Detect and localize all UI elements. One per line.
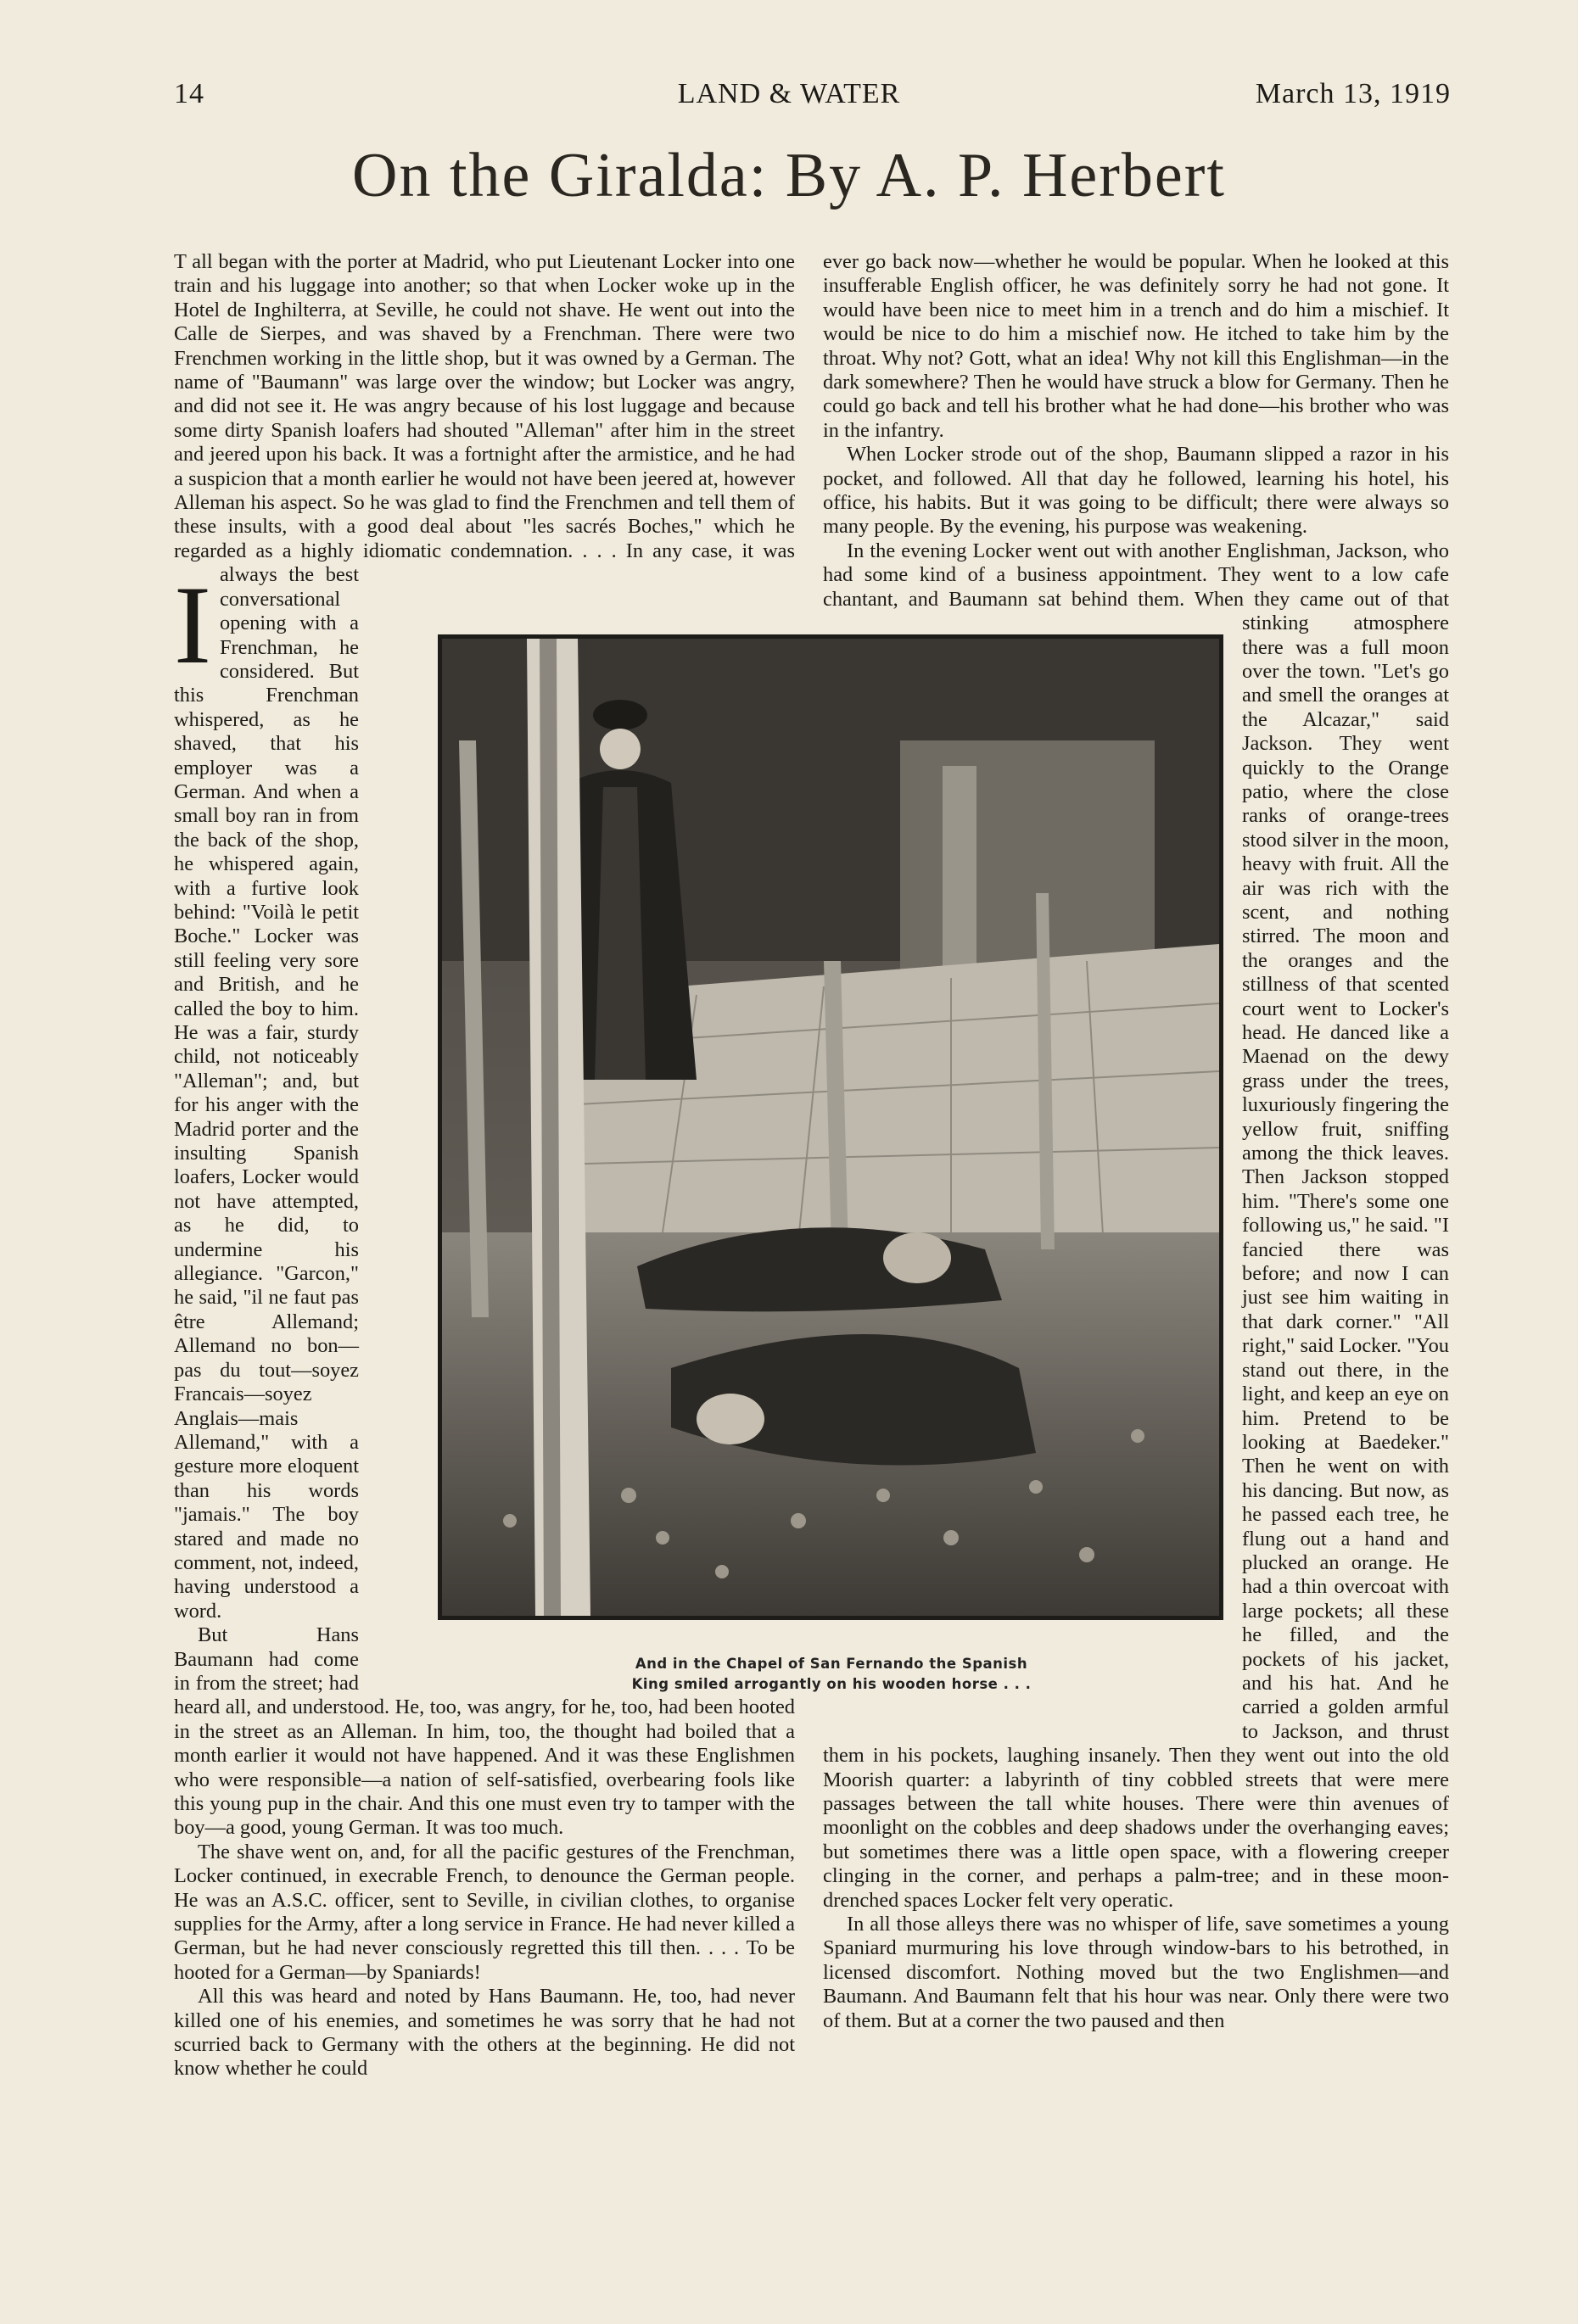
paragraph: All this was heard and noted by Hans Baumann. He, too, had never killed one of his enemies, and sometimes he was sorry that he had not scurried back to Germany with the others at the beginning. He did not know whether he could <box>174 1985 795 2081</box>
paragraph: ever go back now—whether he would be popular. When he looked at this insufferable English officer, he was definitely sorry he had not gone. It would have been nice to meet him in a trench and do him a mischief. It would be nice to do him a mischief now. He itched to take him by the throat. Why not? Gott, what an idea! Why not kill this Englishman—in the dark somewhere? Then he would have struck a blow for Germany. Then he could go back and tell his brother what he had done—his brother who was in the infantry. <box>823 250 1449 442</box>
article-title: On the Giralda: By A. P. Herbert <box>352 141 1226 210</box>
illustration-caption: And in the Chapel of San Fernando the Spanish King smiled arrogantly on his wooden horse . . . <box>631 1656 1032 1692</box>
paragraph: I T all began with the porter at Madrid, who put Lieutenant Locker into one train and his luggage into another; so that when Locker woke up in the Hotel de Inghilterra, at Seville, he could not shave. He went out into the Calle de Sierpes, and was shaved by a Frenchman. There were two Frenchmen working in the little shop, but it was owned by a German. The name of "Baumann" was large over the window; but Locker was angry, and did not see it. He was angry because of his lost luggage and because some dirty Spanish loafers had shouted "Alleman" after him in the street and jeered upon his back. It was a fortnight after the armistice, and he had a suspicion that a month earlier he would not have been jeered at, however Alleman his aspect. So he was glad to find the Frenchmen and tell them of these insults, with a good deal about "les sacrés Boches," which he regarded as a highly idiomatic condemnation. . . . In any case, it was always the best conversational opening with a Frenchman, he considered. But this Frenchman whispered, as he shaved, that his employer was a German. And when a small boy ran in from the back of the shop, he whispered again, with a furtive look behind: "Voilà le petit Boche." Locker was still feeling very sore and British, and he called the boy to him. He was a fair, sturdy child, not noticeably "Alleman"; and, but for his anger with the Madrid porter and the insulting Spanish loafers, Locker would not have attempted, as he did, to undermine his allegiance. "Garcon," he said, "il ne faut pas être Allemand; Allemand no bon—pas du tout—soyez Francais—soyez Anglais—mais Allemand," with a gesture more eloquent than his words "jamais." The boy stared and made no comment, not, indeed, having understood a word. <box>174 250 795 1623</box>
paragraph: But Hans Baumann had come in from the street; had heard all, and understood. He, too, was angry, for he, too, had been hooted in the street as an Alleman. In him, too, the thought had boiled that a month earlier it would not have happened. And it was these Englishmen who were responsible—a nation of self-satisfied, overbearing fools like this young pup in the chair. And this one must even try to tamper with the boy—a good, young German. It was too much. <box>174 1623 795 1840</box>
paragraph: In the evening Locker went out with another Englishman, Jackson, who had some kind of a business appointment. They went to a low cafe chantant, and Baumann sat behind them. When they came out of that stinking atmosphere there was a full moon over the town. "Let's go and smell the oranges at the Alcazar," said Jackson. They went quickly to the Orange patio, where the close ranks of orange-trees stood silver in the moon, heavy with fruit. All the air was rich with the scent, and nothing stirred. The moon and the oranges and the stillness of that scented court went to Locker's head. He danced like a Maenad on the dewy grass under the trees, luxuriously fingering the yellow fruit, sniffing among the thick leaves. Then Jackson stopped him. "There's some one following us," he said. "I fancied there was before; and now I can just see him waiting in that dark corner." "All right," said Locker. "You stand out there, in the light, and keep an eye on him. Pretend to be looking at Baedeker." Then he went on with his dancing. But now, as he passed each tree, he flung out a hand and plucked an orange. He had a thin overcoat with large pockets; all these he filled, and the pockets of his jacket, and his hat. And he carried a golden armful to Jackson, and thrust them in his pockets, laughing insanely. Then they went out into the old Moorish quarter: a labyrinth of tiny cobbled streets that were mere passages between the tall white houses. There were thin avenues of moonlight on the cobbles and deep shadows under the overhanging eaves; but sometimes there was a little open space, with a flowering creeper clinging in the corner, and perhaps a palm-tree; and in these moon-drenched spaces Locker felt very operatic. <box>823 539 1449 1912</box>
issue-date: March 13, 1919 <box>1255 78 1451 109</box>
paragraph: In all those alleys there was no whisper of life, save sometimes a young Spaniard murmuring his love through window-bars to his betrothed, in licensed discomfort. Nothing moved but the two Englishmen—and Baumann. And Baumann felt that his hour was near. Only there were two of them. But at a corner the two paused and then <box>823 1913 1449 2032</box>
publication-name: LAND & WATER <box>677 78 901 109</box>
illustration <box>438 634 1223 1620</box>
paragraph: The shave went on, and, for all the pacific gestures of the Frenchman, Locker continued, in execrable French, to denounce the German people. He was an A.S.C. officer, sent to Seville, in civilian clothes, to organise supplies for the Army, after a long service in France. He had never killed a German, but he had never consciously regretted this till then. . . . To be hooted for a German—by Spaniards! <box>174 1840 795 1984</box>
drop-cap: I <box>174 562 211 687</box>
paragraph: When Locker strode out of the shop, Baumann slipped a razor in his pocket, and followed. All that day he followed, learning his hotel, his office, his habits. But it was going to be difficult; there were always so many people. By the evening, his purpose was weakening. <box>823 443 1449 539</box>
page-number: 14 <box>174 78 204 109</box>
illustration-artwork <box>442 639 1219 1616</box>
